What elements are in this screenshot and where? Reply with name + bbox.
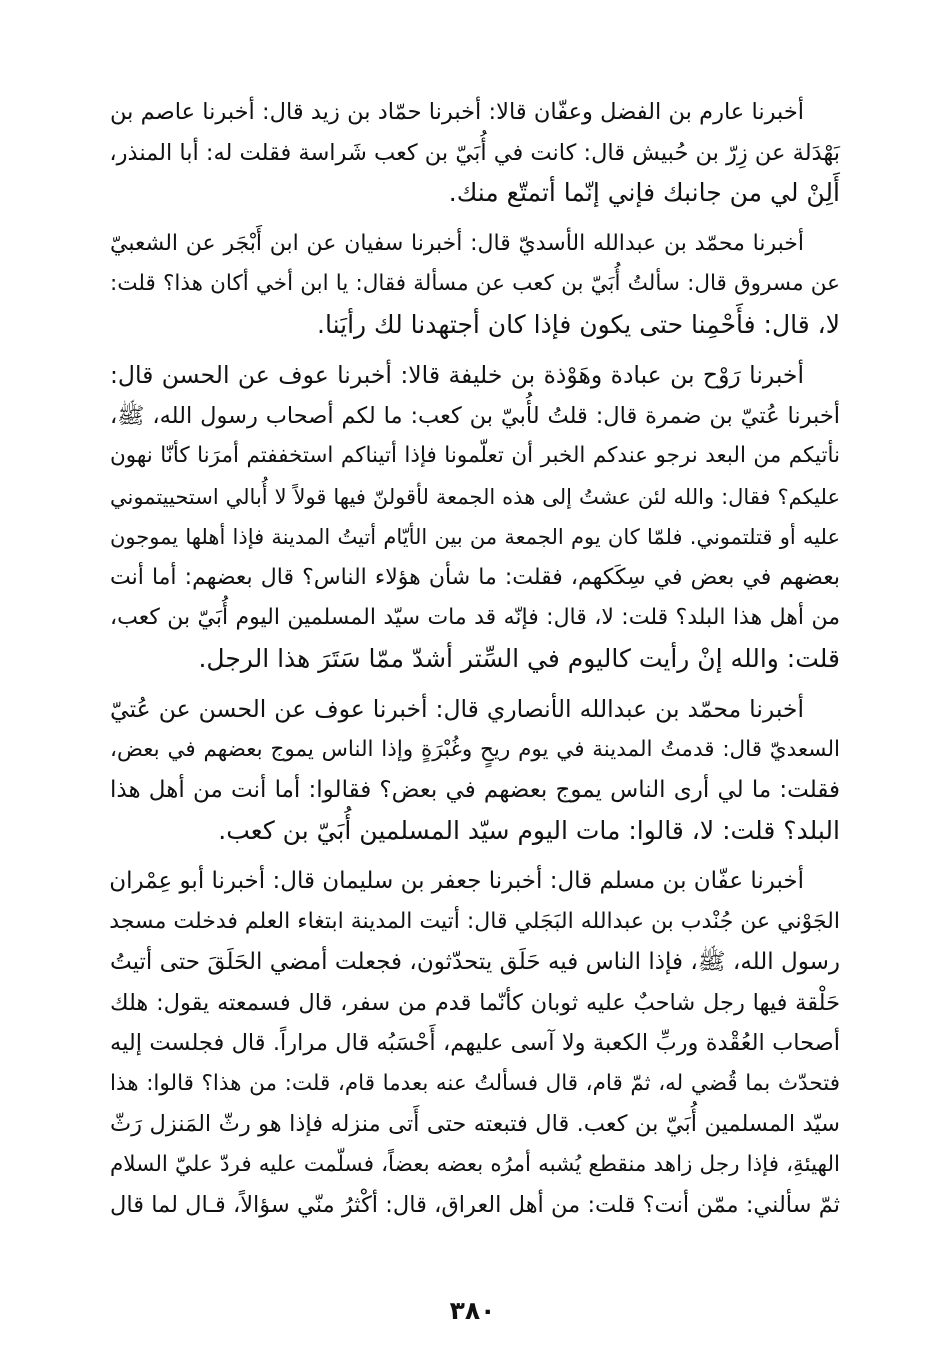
text-line: أخبرنا محمّد بن عبدالله الأنصاري قال: أخبرنا عوف عن الحسن عن عُتيّ xyxy=(110,695,804,723)
text-line: عليه أو قتلتموني. فلمّا كان يوم الجمعة من بين الأيّام أتيتُ المدينة فإذا أهلها يموجون xyxy=(110,525,840,549)
text-line: الهيئةِ، فإذا رجل زاهد منقطع يُشبه أمرُه بعضه بعضاً، فسلّمت عليه فردّ عليّ السلام xyxy=(110,1151,840,1177)
text-line: سيّد المسلمين أُبَيّ بن كعب. قال فتبعته حتى أَتى منزله فإذا هو رثّ المَنزل رَثّ xyxy=(110,1111,840,1137)
paragraph-1 xyxy=(110,92,840,214)
text-line: أَلِنْ لي من جانبك فإني إنّما أتمتّع منك. xyxy=(448,178,840,207)
text-line: بَهْدَلة عن زِرّ بن حُبيش قال: كانت في أُبَيّ بن كعب شَراسة فقلت له: أبا المنذر، xyxy=(109,139,840,166)
text-line: نأتيكم من البعد نرجو عندكم الخبر أن تعلّمونا فإذا أتيناكم استخففتم أمرَنا كأنّا نهون xyxy=(110,443,840,468)
text-line: فقلت: ما لي أرى الناس يموج بعضهم في بعض؟ فقالوا: أما أنت من أهل هذا xyxy=(110,777,840,803)
text-line: عليكم؟ فقال: والله لئن عشتُ إلى هذه الجمعة لأقولنّ فيها قولاً لا أُبالي استحييتموني xyxy=(110,484,840,509)
page-number: ٣٨٠ xyxy=(449,1296,496,1325)
paragraph-5 xyxy=(110,861,840,1226)
text-line: من أهل هذا البلد؟ قلت: لا، قال: فإنّه قد مات سيّد المسلمين اليوم أُبَيّ بن كعب، xyxy=(110,605,840,630)
paragraph-4 xyxy=(110,689,840,851)
text-line: السعديّ قال: قدمتُ المدينة في يوم ريحٍ وغُبْرَةٍ وإذا الناس يموج بعضهم في بعض، xyxy=(110,736,840,762)
text-line: أصحاب العُقْدة وربِّ الكعبة ولا آسى عليهم، أَحْسَبُه قال مراراً. قال فجلست إليه xyxy=(110,1030,840,1056)
text-line: عن مسروق قال: سألتُ أُبَيّ بن كعب عن مسألة فقال: يا ابن أخي أكان هذا؟ قلت: xyxy=(110,271,840,296)
text-line: حَلْقة فيها رجل شاحبٌ عليه ثوبان كأنّما قدم من سفر، قال فسمعته يقول: هلك xyxy=(110,989,840,1016)
text-line: أخبرنا عارم بن الفضل وعفّان قالا: أخبرنا حمّاد بن زيد قال: أخبرنا عاصم بن xyxy=(110,99,804,125)
text-line: ثمّ سألني: ممّن أنت؟ قلت: من أهل العراق، قال: أكْثرُ منّي سؤالاً، قـال لما قال xyxy=(110,1192,840,1218)
text-line: بعضهم في بعض في سِكَكهم، فقلت: ما شأن هؤلاء الناس؟ قال بعضهم: أما أنت xyxy=(110,564,840,590)
text-line: الجَوْني عن جُنْدب بن عبدالله البَجَلي قال: أتيت المدينة ابتغاء العلم فدخلت مسجد xyxy=(109,908,840,934)
text-line: رسول الله، ﷺ، فإذا الناس فيه حَلَق يتحدّثون، فجعلت أمضي الحَلَقَ حتى أتيتُ xyxy=(110,949,840,975)
text-line: قلت: والله إنْ رأيت كاليوم في السِّتر أشدّ ممّا سَتَرَ هذا الرجل. xyxy=(198,643,840,673)
text-line: فتحدّث بما قُضي له، ثمّ قام، قال فسألتُ عنه بعدما قام، قلت: من هذا؟ قالوا: هذا xyxy=(110,1070,840,1096)
text-line: أخبرنا عفّان بن مسلم قال: أخبرنا جعفر بن سليمان قال: أخبرنا أبو عِمْران xyxy=(109,868,804,894)
text-line: البلد؟ قلت: لا، قالوا: مات اليوم سيّد المسلمين أُبَيّ بن كعب. xyxy=(218,815,840,845)
text-line: لا، قال: فأَحْمِنا حتى يكون فإذا كان أجتهدنا لك رأيَنا. xyxy=(317,309,840,339)
paragraph-2 xyxy=(110,224,840,346)
paragraph-3 xyxy=(110,355,840,679)
text-line: أخبرنا رَوْح بن عبادة وهَوْذة بن خليفة قالا: أخبرنا عوف عن الحسن قال: xyxy=(110,361,804,389)
text-line: أخبرنا عُتيّ بن ضمرة قال: قلتُ لأُبيّ بن كعب: ما لكم أصحاب رسول الله، ﷺ، xyxy=(110,402,840,429)
main-text xyxy=(110,92,840,1236)
text-line: أخبرنا محمّد بن عبدالله الأسديّ قال: أخبرنا سفيان عن ابن أَبْجَر عن الشعبيّ xyxy=(110,230,804,256)
